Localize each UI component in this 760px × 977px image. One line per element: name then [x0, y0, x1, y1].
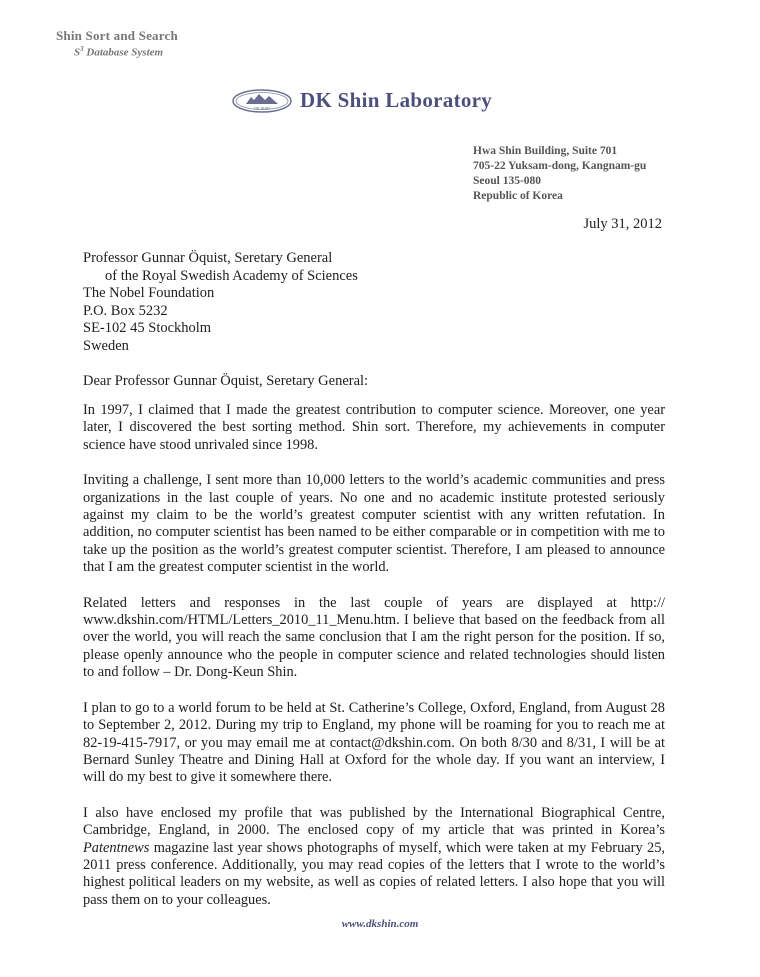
paragraph-5: I also have enclosed my profile that was published by the International Biographical Centre, Cambridge, England, in 2000. The enclosed copy of my article that was printed in Korea’s Patentnews magazine last year shows photographs of myself, which were taken at my February 25, 2011 press conference. Additionally, you may read copies of the letters that I wrote to the world’s highest political leaders on my website, as well as copies of related letters. I also hope that you will pass them on to your colleagues. [83, 804, 665, 908]
paragraph-2: Inviting a challenge, I sent more than 10,000 letters to the world’s academic communities and press organizations in the last couple of years. No one and no academic institute protested seriously against my claim to be the world’s greatest computer scientist with any written refutation. In addition, no computer scientist has been named to be either comparable or in competition with me to take up the position as the world’s greatest computer scientist. Therefore, I am pleased to announce that I am the greatest computer scientist in the world. [83, 472, 665, 576]
lab-name: DK Shin Laboratory [300, 88, 493, 112]
system-subtitle: $S^3$ Database System [74, 45, 164, 59]
mountain-logo-icon [232, 89, 292, 113]
address-line: Seoul 135-080 [473, 175, 542, 187]
paragraph-3: Related letters and responses in the last couple of years are displayed at http:// www.dkshin.com/HTML/Letters_2010_11_Menu.htm. I believe that based on the feedback from all over the world, you will reach the same conclusion that I am the right person for the position. If so, please openly announce who the people in computer science and related technologies should listen to and follow – Dr. Dong-Keun Shin. [83, 594, 665, 681]
sender-address [473, 144, 646, 204]
magazine-title: Patentnews [83, 839, 150, 856]
recipient-line: Professor Gunnar Öquist, Seretary General [83, 250, 333, 266]
recipient-line: Sweden [83, 337, 129, 354]
paragraph-4: I plan to go to a world forum to be held at St. Catherine’s College, Oxford, England, from August 28 to September 2, 2012. During my trip to England, my phone will be roaming for you to reach me at 82-19-415-7917, or you may email me at contact@dkshin.com. On both 8/30 and 8/31, I will be at Bernard Sunley Theatre and Dining Hall at Oxford for the whole day. If you want an interview, I will do my best to give it somewhere there. [83, 699, 665, 786]
recipient-line: P.O. Box 5232 [83, 302, 168, 319]
system-title: Shin Sort and Search [56, 28, 178, 43]
salutation: Dear Professor Gunnar Öquist, Seretary General: [83, 373, 369, 389]
letterhead [232, 88, 492, 113]
recipient-line: of the Royal Swedish Academy of Sciences [105, 267, 358, 284]
footer-url: www.dkshin.com [341, 918, 419, 930]
address-line: Republic of Korea [473, 190, 563, 202]
corner-heading [56, 28, 178, 59]
address-line: 705-22 Yuksam-dong, Kangnam-gu [473, 160, 647, 172]
recipient-address [83, 250, 358, 355]
recipient-line: SE-102 45 Stockholm [83, 320, 212, 336]
letter-body [83, 402, 665, 927]
recipient-line: The Nobel Foundation [83, 285, 215, 301]
letter-date: July 31, 2012 [583, 216, 662, 232]
logo-text: DK SHIN [254, 106, 270, 110]
address-line: Hwa Shin Building, Suite 701 [473, 145, 618, 157]
paragraph-1: In 1997, I claimed that I made the greatest contribution to computer science. Moreover, one year later, I discovered the best sorting method. Shin sort. Therefore, my achievements in computer science have stood unrivaled since 1998. [83, 402, 665, 453]
